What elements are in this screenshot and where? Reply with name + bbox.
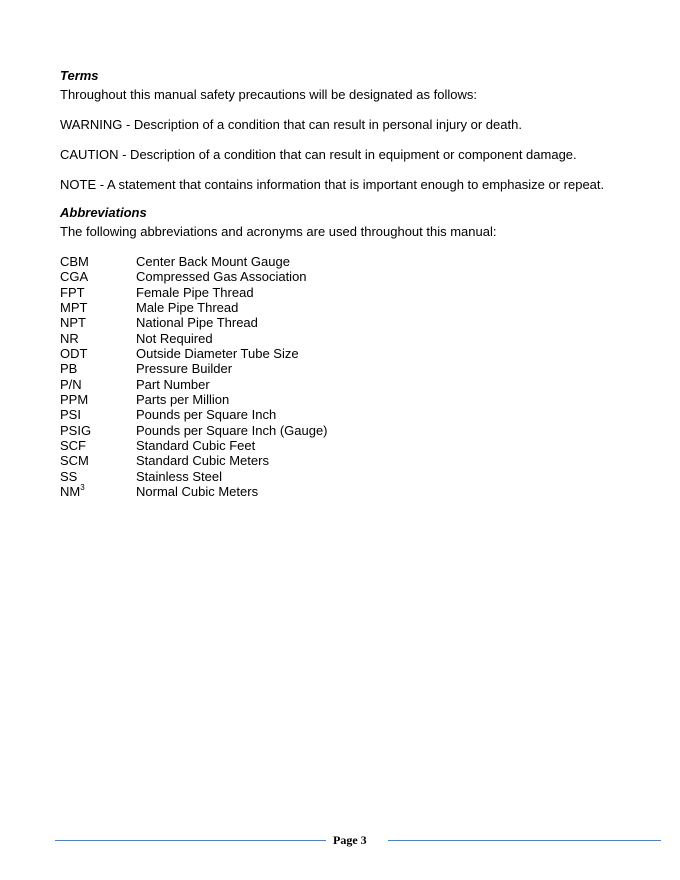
abbreviation-meaning: Female Pipe Thread xyxy=(136,284,254,300)
abbreviation-code: CGA xyxy=(60,269,89,285)
abbreviation-code: PSIG xyxy=(60,422,92,438)
list-item xyxy=(60,438,660,453)
abbreviation-meaning: Pounds per Square Inch xyxy=(136,407,277,423)
abbreviation-code: SCF xyxy=(60,438,86,454)
abbreviation-code: CBM xyxy=(60,254,89,269)
page-number: Page 3 xyxy=(333,833,367,847)
terms-heading: Terms xyxy=(60,68,99,83)
abbreviation-code-with-superscript xyxy=(60,484,136,499)
abbreviation-meaning: Parts per Million xyxy=(136,392,230,408)
abbreviation-code: MPT xyxy=(60,300,88,316)
abbreviation-code: SS xyxy=(60,468,78,484)
note-definition: NOTE - A statement that contains information that is important enough to emphasize or repeat. xyxy=(60,177,605,192)
abbreviation-code: P/N xyxy=(60,376,82,392)
list-item xyxy=(60,254,660,269)
list-item xyxy=(60,285,660,300)
caution-definition: CAUTION - Description of a condition that can result in equipment or component damage. xyxy=(60,147,577,162)
abbreviation-code: PPM xyxy=(60,392,89,408)
abbreviation-meaning: Stainless Steel xyxy=(136,468,222,484)
page-footer xyxy=(55,831,661,849)
list-item xyxy=(60,315,660,330)
footer-rule-left xyxy=(55,840,326,841)
abbreviations-section xyxy=(60,205,660,500)
abbreviation-code: NR xyxy=(60,330,79,346)
abbreviation-meaning: Standard Cubic Feet xyxy=(136,438,256,454)
abbreviation-code: ODT xyxy=(60,346,88,362)
abbreviation-meaning: Compressed Gas Association xyxy=(136,269,307,285)
list-item xyxy=(60,423,660,438)
abbreviations-intro: The following abbreviations and acronyms are used throughout this manual: xyxy=(60,224,497,239)
list-item xyxy=(60,331,660,346)
abbreviation-code: SCM xyxy=(60,453,89,469)
abbreviation-code: NM xyxy=(60,484,81,500)
abbreviation-meaning: Not Required xyxy=(136,330,213,346)
abbreviation-meaning: Standard Cubic Meters xyxy=(136,453,269,469)
warning-definition: WARNING - Description of a condition that can result in personal injury or death. xyxy=(60,117,522,132)
abbreviation-meaning: Normal Cubic Meters xyxy=(136,484,259,500)
terms-section xyxy=(60,68,660,193)
document-page xyxy=(60,68,660,500)
list-item xyxy=(60,361,660,376)
abbreviation-code: FPT xyxy=(60,284,85,300)
list-item xyxy=(60,300,660,315)
footer-rule-right xyxy=(388,840,661,841)
abbreviation-meaning: Male Pipe Thread xyxy=(136,300,239,316)
abbreviations-list xyxy=(60,254,660,500)
list-item xyxy=(60,377,660,392)
list-item xyxy=(60,392,660,407)
list-item xyxy=(60,453,660,468)
abbreviation-meaning: Outside Diameter Tube Size xyxy=(136,346,299,362)
abbreviation-meaning: Center Back Mount Gauge xyxy=(136,254,290,269)
abbreviation-code: PSI xyxy=(60,407,81,423)
list-item xyxy=(60,484,660,499)
list-item xyxy=(60,269,660,284)
abbreviation-meaning: Pounds per Square Inch (Gauge) xyxy=(136,422,328,438)
abbreviation-superscript: 3 xyxy=(80,482,85,492)
list-item xyxy=(60,346,660,361)
terms-intro: Throughout this manual safety precautions will be designated as follows: xyxy=(60,87,477,102)
abbreviations-heading: Abbreviations xyxy=(60,205,147,220)
abbreviation-code: PB xyxy=(60,361,78,377)
abbreviation-meaning: Pressure Builder xyxy=(136,361,233,377)
list-item xyxy=(60,407,660,422)
abbreviation-meaning: National Pipe Thread xyxy=(136,315,258,331)
abbreviation-code: NPT xyxy=(60,315,86,331)
list-item xyxy=(60,469,660,484)
abbreviation-meaning: Part Number xyxy=(136,376,210,392)
